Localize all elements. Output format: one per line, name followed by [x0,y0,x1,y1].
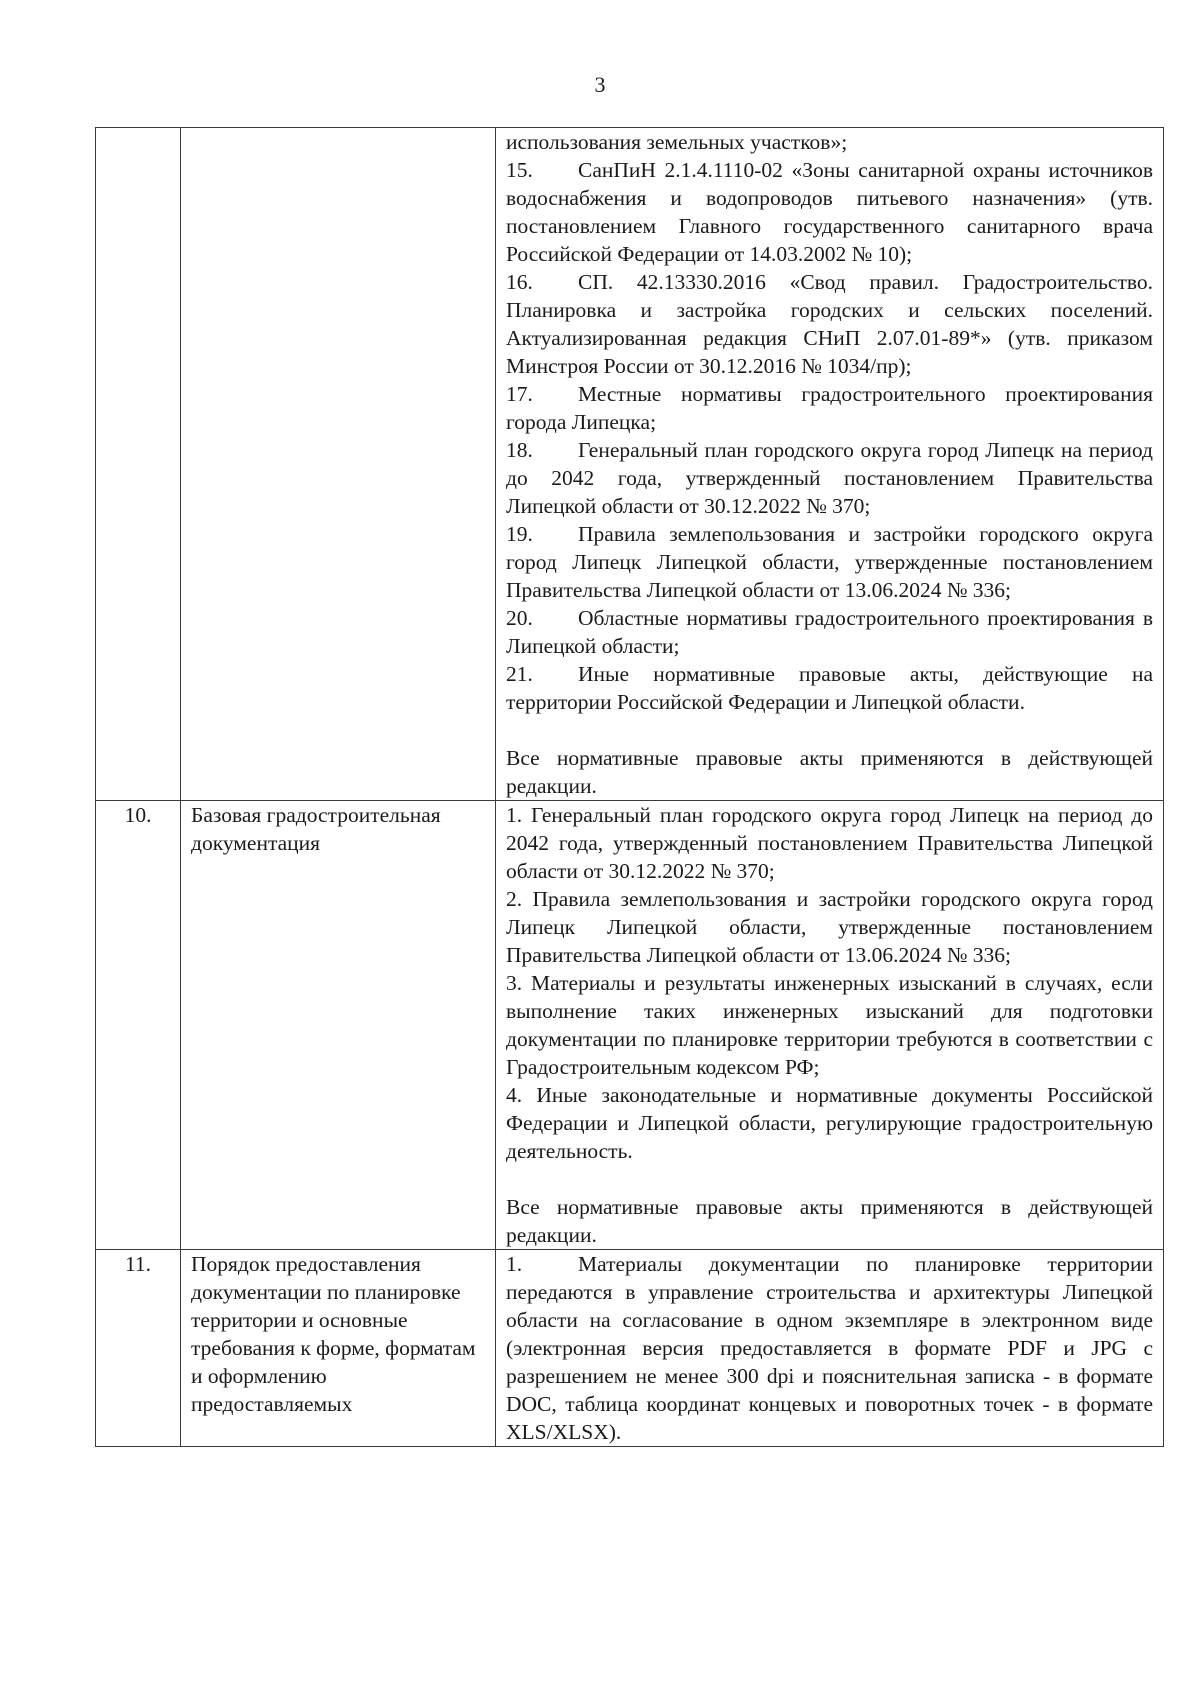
row-note: Все нормативные правовые акты применяются в действующей редакции. [506,1195,1153,1247]
list-item: 16. СП. 42.13330.2016 «Свод правил. Градостроительство. Планировка и застройка городских и сельских поселений. Актуализированная редакция СНиП 2.07.01-89*» (утв. приказом Минстроя России от 30.12.2016 № 1034/пр); [506,270,1153,378]
row-name: Порядок предоставления документации по планировке территории и основные требования к форме, форматам и оформлению предоставляемых [181,1250,496,1447]
list-item: 20. Областные нормативы градостроительного проектирования в Липецкой области; [506,606,1153,658]
list-item: 2. Правила землепользования и застройки городского округа город Липецк Липецкой области, утвержденные постановлением Правительства Липецкой области от 13.06.2024 № 336; [506,887,1153,967]
row-note: Все нормативные правовые акты применяются в действующей редакции. [506,746,1153,798]
table-row [96,128,1164,801]
list-item: 18. Генеральный план городского округа город Липецк на период до 2042 года, утвержденный постановлением Правительства Липецкой области от 30.12.2022 № 370; [506,438,1153,518]
list-item: 19. Правила землепользования и застройки городского округа город Липецк Липецкой области, утвержденные постановлением Правительства Липецкой области от 13.06.2024 № 336; [506,522,1153,602]
list-item: 17. Местные нормативы градостроительного проектирования города Липецка; [506,382,1153,434]
list-item-number: 20. [506,606,533,630]
row-content [496,801,1164,1250]
list-item-number: 16. [506,270,533,294]
table-row [96,801,1164,1250]
list-item: 15. СанПиН 2.1.4.1110-02 «Зоны санитарной охраны источников водоснабжения и водопроводов питьевого назначения» (утв. постановлением Главного государственного санитарного врача Российской Федерации от 14.03.2002 № 10); [506,158,1153,266]
list-item-number: 19. [506,522,533,546]
list-item: 3. Материалы и результаты инженерных изысканий в случаях, если выполнение таких инженерных изысканий для подготовки документации по планировке территории требуются в соответствии с Градостроительным кодексом РФ; [506,971,1153,1079]
list-item: использования земельных участков»; [506,130,848,154]
list-item-number: 1. [506,1252,523,1276]
list-item-number: 17. [506,382,533,406]
row-content [496,1250,1164,1447]
paragraph-spacer [506,1165,1153,1193]
table-row [96,1250,1164,1447]
page-number: 3 [594,72,606,97]
row-number [96,128,181,801]
list-item: 4. Иные законодательные и нормативные документы Российской Федерации и Липецкой области, регулирующие градостроительную деятельность. [506,1083,1153,1163]
list-item: 21. Иные нормативные правовые акты, действующие на территории Российской Федерации и Липецкой области. [506,662,1153,714]
list-item-number: 15. [506,158,533,182]
list-item: 1. Генеральный план городского округа город Липецк на период до 2042 года, утвержденный постановлением Правительства Липецкой области от 30.12.2022 № 370; [506,803,1153,883]
row-content [496,128,1164,801]
paragraph-spacer [506,716,1153,744]
list-item-number: 18. [506,438,533,462]
list-item: 1. Материалы документации по планировке территории передаются в управление строительства и архитектуры Липецкой области на согласование в одном экземпляре в электронном виде (электронная версия предоставляется в формате PDF и JPG с разрешением не менее 300 dpi и пояснительная записка - в формате DOC, таблица координат концевых и поворотных точек - в формате XLS/XLSX). [506,1252,1153,1444]
row-number: 11. [96,1250,181,1447]
row-number: 10. [96,801,181,1250]
row-name [181,128,496,801]
requirements-table [95,127,1164,1447]
row-name: Базовая градостроительная документация [181,801,496,1250]
list-item-number: 21. [506,662,533,686]
